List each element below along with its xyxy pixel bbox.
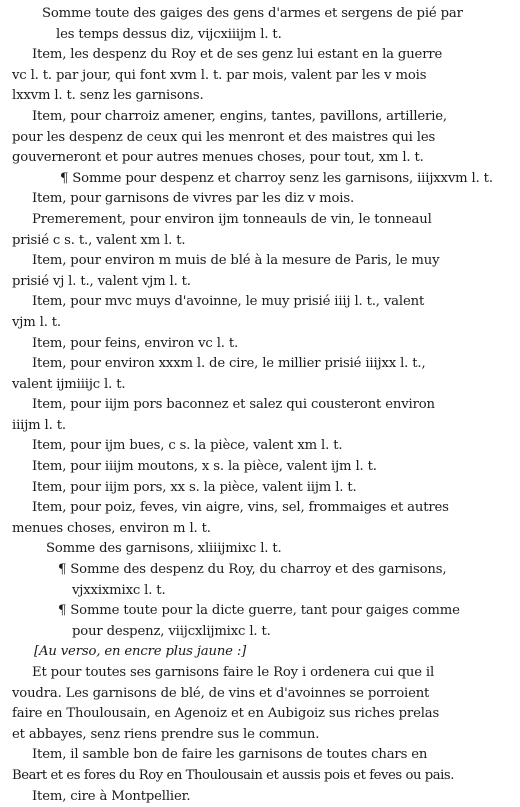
text-line: gouverneront et pour autres menues choses, pour tout, xm l. t. <box>12 150 424 166</box>
text-line: Somme toute des gaiges des gens d'armes et sergens de pié par <box>42 6 463 21</box>
text-line: Item, pour charroiz amener, engins, tantes, pavillons, artillerie, <box>32 108 447 124</box>
text-line: Item, pour environ m muis de blé à la mesure de Paris, le muy <box>32 253 440 269</box>
text-line: Item, il samble bon de faire les garnisons de toutes chars en <box>32 747 428 763</box>
text-line: Item, pour environ xxxm l. de cire, le millier prisié iiijxx l. t., <box>32 356 426 372</box>
text-line: prisié c s. t., valent xm l. t. <box>12 232 186 248</box>
text-line: ¶ Somme pour despenz et charroy senz les garnisons, iiijxxvm l. t. <box>60 170 493 186</box>
text-line: ¶ Somme des despenz du Roy, du charroy et des garnisons, <box>58 562 447 578</box>
text-line: les temps dessus diz, vijcxiiijm l. t. <box>56 26 282 42</box>
text-line: pour despenz, viijcxlijmixc l. t. <box>72 623 271 639</box>
text-line: Item, pour iiijm moutons, x s. la pièce, valent ijm l. t. <box>32 459 377 475</box>
text-line: Item, pour mvc muys d'avoinne, le muy prisié iiij l. t., valent <box>32 294 425 310</box>
text-line: Somme des garnisons, xliiijmixc l. t. <box>46 541 282 557</box>
text-line: menues choses, environ m l. t. <box>12 520 211 536</box>
text-line: ¶ Somme toute pour la dicte guerre, tant pour gaiges comme <box>58 603 460 619</box>
text-line: voudra. Les garnisons de blé, de vins et d'avoinnes se porroient <box>12 685 430 701</box>
text-line: pour les despenz de ceux qui les menront et des maistres qui les <box>12 129 436 145</box>
text-line: Et pour toutes ses garnisons faire le Roy i ordenera cui que il <box>32 665 435 680</box>
text-line: Item, pour poiz, feves, vin aigre, vins, sel, frommaiges et autres <box>32 500 449 516</box>
text-line: valent ijmiiijc l. t. <box>12 376 126 392</box>
text-line: Item, pour garnisons de vivres par les diz v mois. <box>32 191 355 207</box>
text-line: Item, les despenz du Roy et de ses genz lui estant en la guerre <box>32 47 443 63</box>
text-line: Item, pour iijm pors, xx s. la pièce, valent iijm l. t. <box>32 479 357 495</box>
text-line: Item, pour iijm pors baconnez et salez qui cousteront environ <box>32 397 435 413</box>
text-line: Beart et es fores du Roy en Thoulousain et aussis pois et feves ou pais. <box>12 767 454 783</box>
text-line: Premerement, pour environ ijm tonneauls de vin, le tonneaul <box>32 211 432 227</box>
text-line: [Au verso, en encre plus jaune :] <box>34 644 247 660</box>
text-line: lxxvm l. t. senz les garnisons. <box>12 88 204 104</box>
text-line: prisié vj l. t., valent vjm l. t. <box>12 273 191 289</box>
text-line: Item, cire à Montpellier. <box>32 788 191 804</box>
text-line: vc l. t. par jour, qui font xvm l. t. par mois, valent par les v mois <box>12 67 427 83</box>
text-line: vjxxixmixc l. t. <box>72 582 166 598</box>
text-line: et abbayes, senz riens prendre sus le commun. <box>12 726 320 742</box>
text-line: faire en Thoulousain, en Agenoiz et en Aubigoiz sus riches prelas <box>12 706 440 722</box>
text-line: Item, pour ijm bues, c s. la pièce, valent xm l. t. <box>32 438 343 454</box>
text-line: iiijm l. t. <box>12 417 66 433</box>
text-line: Item, pour feins, environ vc l. t. <box>32 335 239 351</box>
text-line: vjm l. t. <box>12 314 61 330</box>
